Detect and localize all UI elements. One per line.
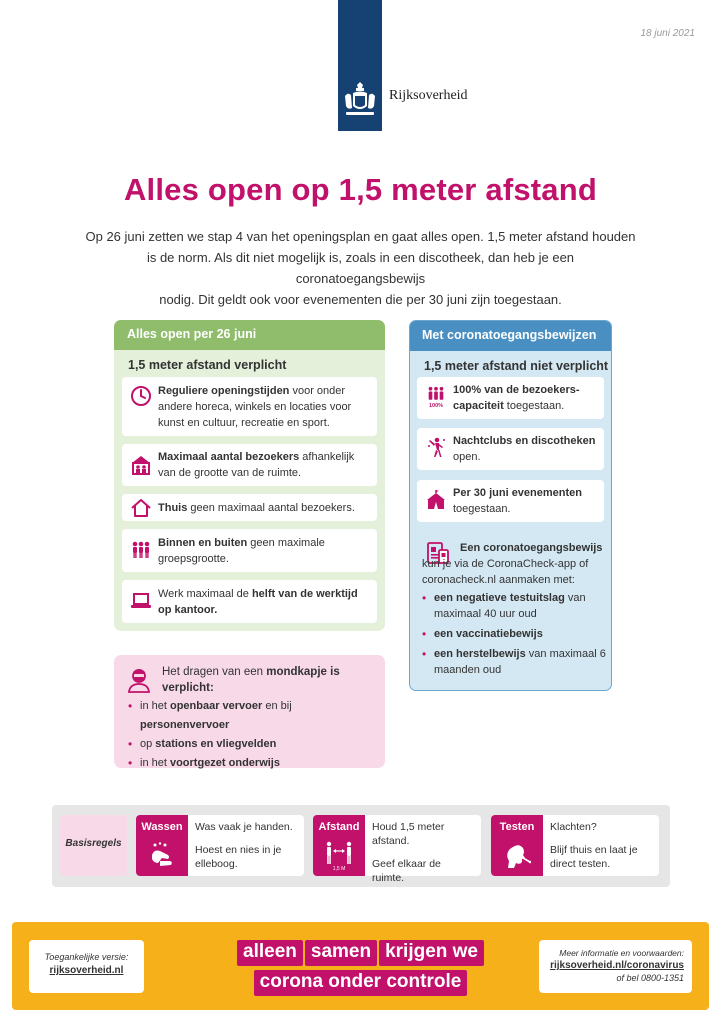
test-swab-icon xyxy=(503,841,531,869)
rule-tag-label: Wassen xyxy=(141,821,183,833)
open-panel-subheader: 1,5 meter afstand verplicht xyxy=(128,358,287,372)
pass-item-events xyxy=(417,480,604,522)
list-item: • op stations en vliegvelden xyxy=(128,735,383,754)
open-panel xyxy=(114,320,385,631)
capacity-icon-label: 100% xyxy=(428,403,444,408)
rule-text: Klachten? xyxy=(550,821,597,833)
page-title: Alles open op 1,5 meter afstand xyxy=(123,172,598,207)
pass-item-text: Per 30 juni evenementen toegestaan. xyxy=(453,487,582,515)
rule-tag-label: Testen xyxy=(499,821,535,833)
laptop-icon xyxy=(130,590,152,612)
open-item-text: Thuis geen maximaal aantal bezoekers. xyxy=(158,502,355,514)
open-item-text: Maximaal aantal bezoekers afhankelijk van de grootte van de ruimte. xyxy=(158,451,355,479)
intro-line: Op 26 juni zetten we stap 4 van het openingsplan en gaat alles open. 1,5 meter afstand houden xyxy=(85,229,636,244)
crest-icon xyxy=(343,82,377,118)
pass-panel xyxy=(409,320,612,691)
open-panel-header: Alles open per 26 juni xyxy=(114,320,385,350)
pass-item-nightclubs xyxy=(417,428,604,470)
open-item-text: Binnen en buiten geen maximale groepsgrootte. xyxy=(158,537,325,565)
capacity-icon xyxy=(425,386,447,408)
rule-text: Blijf thuis en laat je direct testen. xyxy=(550,844,638,870)
certificate-text: Een coronatoegangsbewijs kun je via de CoronaCheck-app of coronacheck.nl aanmaken met: xyxy=(422,542,603,586)
rule-tag xyxy=(313,815,365,876)
info-label: Meer informatie en voorwaarden: xyxy=(559,948,684,958)
certificate-bullets xyxy=(422,590,608,678)
mask-text: Het dragen van een mondkapje is verplicht: xyxy=(162,666,340,694)
pass-item-capacity xyxy=(417,377,604,419)
distance-icon xyxy=(325,841,353,871)
open-item-text: Reguliere openingstijden voor onder andere horeca, winkels en locaties voor kunst en cultuur, recreatie en sport. xyxy=(158,385,352,429)
info-phone: of bel 0800-1351 xyxy=(616,973,684,983)
publication-date: 18 juni 2021 xyxy=(640,28,695,39)
rule-tag xyxy=(136,815,188,876)
rule-distance xyxy=(313,815,481,884)
rule-test xyxy=(491,815,659,876)
accessible-label: Toegankelijke versie: xyxy=(44,952,129,962)
list-item: • in het voortgezet onderwijs xyxy=(128,754,383,773)
pass-panel-subheader: 1,5 meter afstand niet verplicht xyxy=(424,359,609,373)
slogan-word: samen xyxy=(305,940,377,966)
rule-text: Was vaak je handen. xyxy=(195,821,293,833)
rule-text: Geef elkaar de ruimte. xyxy=(372,858,441,884)
rule-text: Hoest en nies in je elleboog. xyxy=(195,844,282,870)
intro-text xyxy=(82,226,639,310)
pass-item-text: Nachtclubs en discotheken open. xyxy=(453,435,596,463)
rule-text: Houd 1,5 meter afstand. xyxy=(372,821,445,847)
list-item: • een herstelbewijs van maximaal 6 maanden oud xyxy=(422,646,608,678)
intro-line: is de norm. Als dit niet mogelijk is, zoals in een discotheek, dan heb je een coronatoegangsbewijs xyxy=(146,250,575,286)
more-info-box xyxy=(539,940,692,993)
rule-tag-label: Afstand xyxy=(318,821,360,833)
open-item-home xyxy=(122,494,377,521)
tent-icon xyxy=(425,489,447,511)
list-item: • een vaccinatiebewijs xyxy=(422,626,608,642)
mask-panel xyxy=(114,655,385,768)
slogan-word: alleen xyxy=(237,940,303,966)
dancer-icon xyxy=(425,437,447,459)
clock-icon xyxy=(130,385,152,407)
info-link[interactable]: rijksoverheid.nl/coronavirus xyxy=(550,960,684,971)
list-item: • in het openbaar vervoer en bij personenvervoer xyxy=(128,697,383,735)
rule-wash xyxy=(136,815,304,876)
mask-person-icon xyxy=(127,665,151,693)
open-item-hours xyxy=(122,377,377,436)
group-icon xyxy=(130,539,152,561)
accessible-link[interactable]: rijksoverheid.nl xyxy=(49,965,124,976)
hand-wash-icon xyxy=(148,841,176,869)
pass-panel-header: Met coronatoegangsbewijzen xyxy=(410,321,611,351)
store-icon xyxy=(130,454,152,476)
logo-text: Rijksoverheid xyxy=(389,88,468,103)
house-icon xyxy=(130,497,152,519)
list-item: • een negatieve testuitslag van maximaal 40 uur oud xyxy=(422,590,608,622)
slogan-word: corona onder controle xyxy=(254,970,468,996)
intro-line: nodig. Dit geldt ook voor evenementen die per 30 juni zijn toegestaan. xyxy=(159,292,562,307)
open-item-visitors xyxy=(122,444,377,486)
open-item-work xyxy=(122,580,377,623)
rule-tag xyxy=(491,815,543,876)
open-item-groups xyxy=(122,529,377,572)
open-item-text: Werk maximaal de helft van de werktijd op kantoor. xyxy=(158,588,358,616)
slogan-word: krijgen we xyxy=(379,940,484,966)
pass-item-text: 100% van de bezoekers-capaciteit toegestaan. xyxy=(453,384,580,412)
distance-icon-label: 1,5 M xyxy=(332,866,346,871)
mask-bullets xyxy=(128,697,383,773)
basic-rules-label: Basisregels xyxy=(60,815,127,876)
